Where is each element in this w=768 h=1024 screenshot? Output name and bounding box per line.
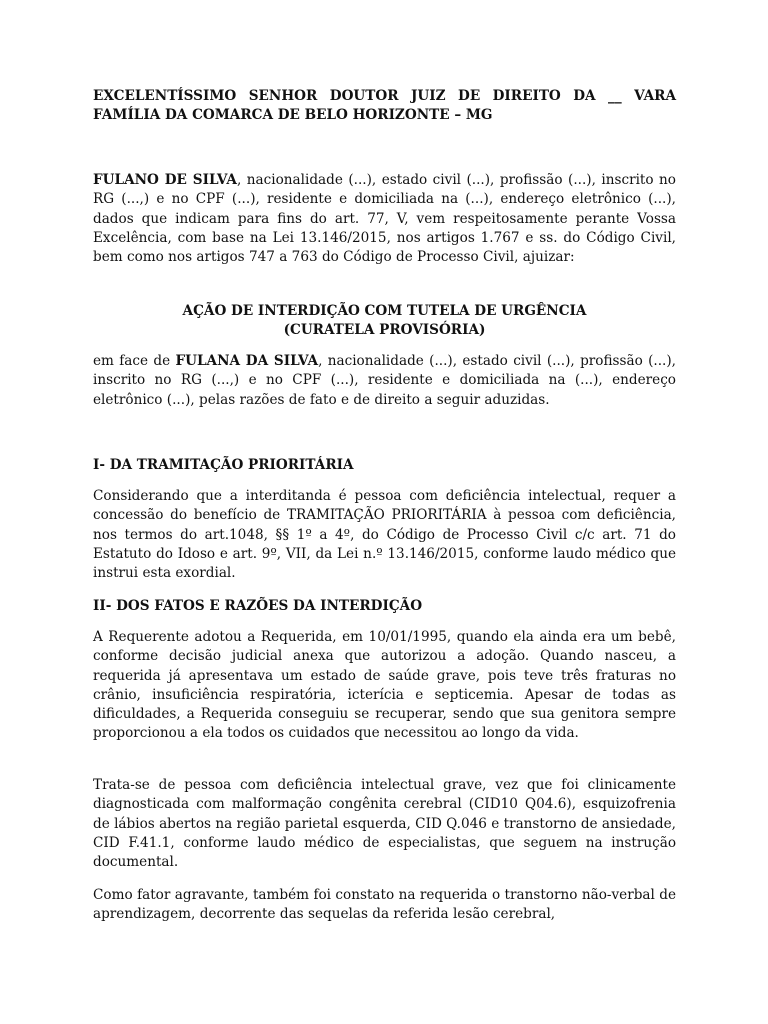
action-title: [93, 302, 676, 341]
addressee-heading: EXCELENTÍSSIMO SENHOR DOUTOR JUIZ DE DIREITO DA __ VARA FAMÍLIA DA COMARCA DE BELO HORIZONTE – MG: [93, 88, 676, 124]
defendant-paragraph: [93, 352, 676, 410]
section2-heading: II- DOS FATOS E RAZÕES DA INTERDIÇÃO: [93, 598, 423, 614]
section1-heading: I- DA TRAMITAÇÃO PRIORITÁRIA: [93, 457, 354, 473]
defendant-name: FULANA DA SILVA: [175, 353, 319, 369]
action-title-line2: (CURATELA PROVISÓRIA): [283, 322, 486, 339]
intro-text: , nacionalidade (...), estado civil (...), profissão (...), inscrito no RG (...,) e no CPF (...), residente e domiciliada na (...), endereço eletrônico (...), dados que indicam para fins do art. 77, V, vem respeitosamente perante Vossa Excelência, com base na Lei 13.146/2015, nos artigos 1.767 e ss. do Código Civil, bem como nos artigos 747 a 763 do Código de Processo Civil, ajuizar:: [93, 172, 676, 266]
intro-paragraph: [93, 171, 676, 267]
plaintiff-name: FULANO DE SILVA: [93, 172, 237, 188]
action-title-line1: AÇÃO DE INTERDIÇÃO COM TUTELA DE URGÊNCIA: [182, 303, 587, 319]
section2-paragraph-3: Como fator agravante, também foi constato na requerida o transtorno não-verbal de aprendizagem, decorrente das sequelas da referida lesão cerebral,: [93, 887, 676, 923]
defendant-text: , nacionalidade (...), estado civil (...), profissão (...), inscrito no RG (...,) e no CPF (...), residente e domiciliada na (...), endereço eletrônico (...), pelas razões de fato e de direito a seguir aduzidas.: [93, 353, 676, 408]
section2-paragraph-1: A Requerente adotou a Requerida, em 10/01/1995, quando ela ainda era um bebê, conforme decisão judicial anexa que autorizou a adoção. Quando nasceu, a requerida já apresentava um estado de saúde grave, pois teve três fraturas no crânio, insuficiência respiratória, icterícia e septicemia. Apesar de todas as dificuldades, a Requerida conseguiu se recuperar, sendo que sua genitora sempre proporcionou a ela todos os cuidados que necessitou ao longo da vida.: [93, 629, 676, 742]
section2-paragraph-2: Trata-se de pessoa com deficiência intelectual grave, vez que foi clinicamente diagnosticada com malformação congênita cerebral (CID10 Q04.6), esquizofrenia de lábios abertos na região parietal esquerda, CID Q.046 e transtorno de ansiedade, CID F.41.1, conforme laudo médico de especialistas, que seguem na instrução documental.: [93, 777, 676, 871]
section1-paragraph: Considerando que a interditanda é pessoa com deficiência intelectual, requer a concessão do benefício de TRAMITAÇÃO PRIORITÁRIA à pessoa com deficiência, nos termos do art.1048, §§ 1º a 4º, do Código de Processo Civil c/c art. 71 do Estatuto do Idoso e art. 9º, VII, da Lei n.º 13.146/2015, conforme laudo médico que instrui esta exordial.: [93, 488, 676, 582]
defendant-prefix: em face de: [93, 353, 176, 369]
